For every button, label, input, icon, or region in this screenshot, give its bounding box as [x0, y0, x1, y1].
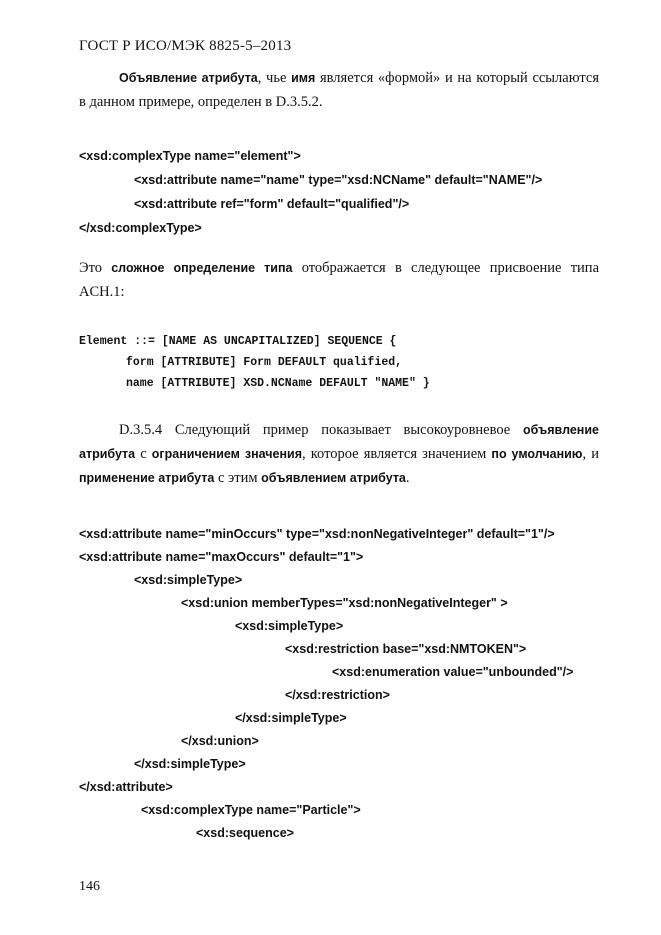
text-run: , чье: [257, 70, 292, 86]
term-attribute-declaration: объявлением атрибута: [261, 471, 406, 485]
code-line: <xsd:attribute name="minOccurs" type="xsd:nonNegativeInteger" default="1"/>: [79, 527, 555, 541]
paragraph-d354: [79, 418, 599, 490]
code-line: </xsd:union>: [181, 734, 259, 748]
text-run: , которое является значением: [302, 446, 492, 462]
term-attribute-declaration: Объявление атрибута: [119, 71, 258, 85]
term-value-constraint: ограничением значения: [151, 447, 303, 461]
paragraph-complex-type: [79, 256, 599, 304]
code-line: <xsd:union memberTypes="xsd:nonNegativeInteger" >: [181, 596, 508, 610]
term-default: по умолчанию: [491, 447, 583, 461]
code-line: <xsd:enumeration value="unbounded"/>: [332, 665, 574, 679]
text-run: .: [405, 470, 410, 486]
text-run: D.3.5.4 Следующий пример показывает высокоуровневое: [119, 422, 523, 438]
text-run: Это: [79, 260, 112, 276]
text-run: отображается в следующее присвоение типа ACH.1:: [79, 260, 599, 300]
term-attribute-declaration: объявление атрибута: [79, 423, 599, 461]
asn-line: name [ATTRIBUTE] XSD.NCName DEFAULT "NAME" }: [126, 377, 430, 390]
code-line: <xsd:simpleType>: [134, 573, 243, 587]
term-attribute-use: применение атрибута: [79, 471, 215, 485]
paragraph-attribute-declaration: [79, 66, 599, 114]
text-run: , и: [582, 446, 599, 462]
code-line: <xsd:attribute ref="form" default="qualified"/>: [134, 197, 410, 211]
code-line: <xsd:attribute name="maxOccurs" default="1">: [79, 550, 364, 564]
page-header: ГОСТ Р ИСО/МЭК 8825-5–2013: [79, 38, 292, 54]
term-complex-type-definition: сложное определение типа: [111, 261, 293, 275]
text-run: с: [135, 446, 152, 462]
code-line: <xsd:attribute name="name" type="xsd:NCName" default="NAME"/>: [134, 173, 543, 187]
code-line: <xsd:complexType name="Particle">: [141, 803, 361, 817]
code-line: </xsd:attribute>: [79, 780, 173, 794]
code-line: </xsd:simpleType>: [134, 757, 246, 771]
term-name: имя: [291, 71, 316, 85]
text-run: является «формой» и на который ссылаются в данном примере, определен в D.3.5.2.: [79, 70, 599, 110]
code-line: <xsd:simpleType>: [235, 619, 344, 633]
text-run: с этим: [214, 470, 262, 486]
code-line: <xsd:complexType name="element">: [79, 149, 301, 163]
code-line: <xsd:sequence>: [196, 826, 294, 840]
page-number: 146: [79, 879, 100, 894]
code-line: </xsd:restriction>: [285, 688, 390, 702]
code-line: <xsd:restriction base="xsd:NMTOKEN">: [285, 642, 527, 656]
asn-line: Element ::= [NAME AS UNCAPITALIZED] SEQUENCE {: [79, 335, 397, 348]
asn-line: form [ATTRIBUTE] Form DEFAULT qualified,: [126, 356, 403, 369]
code-line: </xsd:simpleType>: [235, 711, 347, 725]
code-line: </xsd:complexType>: [79, 221, 202, 235]
